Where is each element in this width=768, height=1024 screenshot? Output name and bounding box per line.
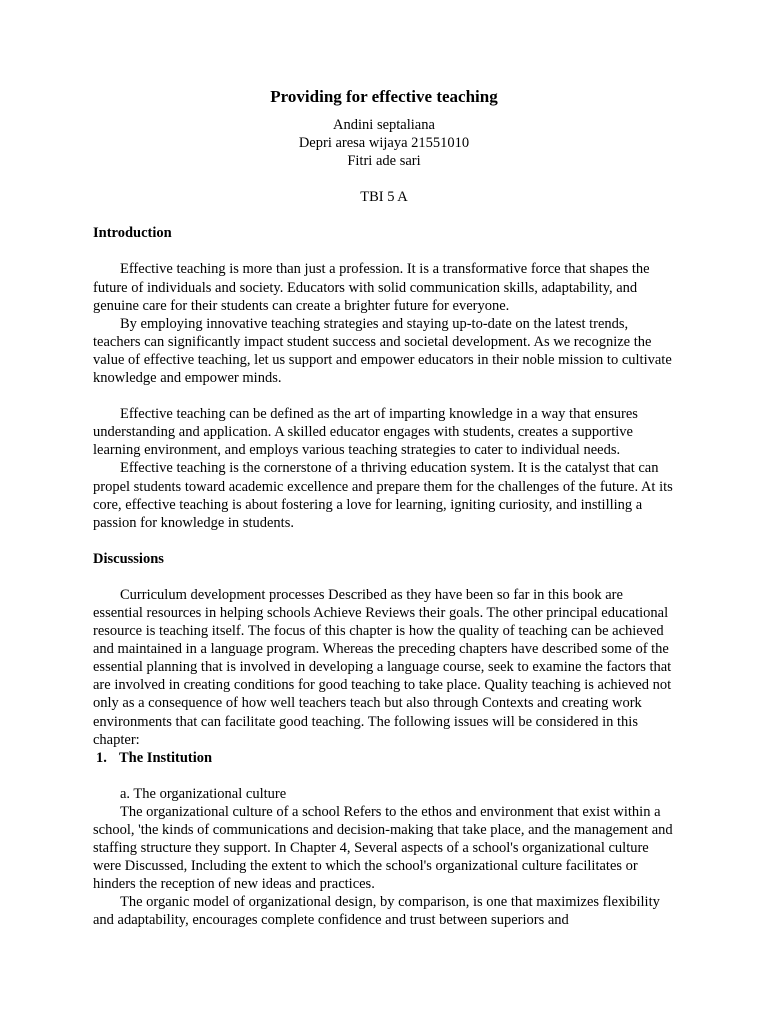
- paragraph-gap: [93, 387, 675, 405]
- subsection-heading: a. The organizational culture: [120, 785, 287, 802]
- document-title: Providing for effective teaching: [270, 87, 498, 106]
- subsection-paragraph: The organic model of organizational design, by comparison, is one that maximizes flexibility and adaptability, encourages complete confidence and trust between superiors and: [93, 894, 660, 929]
- introduction-paragraph: Effective teaching can be defined as the art of imparting knowledge in a way that ensures understanding and application. A skilled educator engages with students, creates a supportive learning environment, and employs various teaching strategies to cater to individual needs.: [93, 406, 638, 459]
- discussions-paragraph: Curriculum development processes Described as they have been so far in this book are essential resources in helping schools Achieve Reviews their goals. The other principal educational resource is teaching itself. The focus of this chapter is how the quality of teaching can be achieved and maintained in a language program. Whereas the preceding chapters have described some of the essential planning that is involved in developing a language course, seek to examine the factors that are involved in creating conditions for good teaching to take place. Quality teaching is achieved not only as a consequence of how well teachers teach but also through Contexts and creating work environments that can facilitate good teaching. The following issues will be considered in this chapter:: [93, 586, 672, 748]
- class-label: TBI 5 A: [360, 189, 408, 206]
- introduction-paragraph: Effective teaching is the cornerstone of a thriving education system. It is the catalyst that can propel students toward academic excellence and prepare them for the challenges of the future. At its core, effective teaching is about fostering a love for learning, igniting curiosity, and instilling a passion for knowledge in students.: [93, 460, 673, 531]
- introduction-paragraph: By employing innovative teaching strategies and staying up-to-date on the latest trends, teachers can significantly impact student success and societal development. As we recognize the value of effective teaching, let us support and empower educators in their noble mission to cultivate knowledge and empower minds.: [93, 315, 672, 387]
- author-name: Depri aresa wijaya 21551010: [298, 135, 470, 152]
- numbered-list-item: [96, 749, 675, 767]
- list-item-label: The Institution: [119, 749, 213, 766]
- document-page: [93, 86, 675, 930]
- author-name: Fitri ade sari: [347, 153, 421, 170]
- author-name: Andini septaliana: [333, 117, 435, 133]
- list-number: 1.: [96, 749, 107, 766]
- paragraph-gap: [93, 532, 675, 550]
- discussions-heading: Discussions: [93, 550, 164, 567]
- introduction-paragraph: Effective teaching is more than just a profession. It is a transformative force that shapes the future of individuals and society. Educators with solid communication skills, adaptability, and genuine care for their students can create a brighter future for everyone.: [93, 261, 650, 314]
- introduction-heading: Introduction: [93, 225, 172, 242]
- subsection-paragraph: The organizational culture of a school Refers to the ethos and environment that exist within a school, 'the kinds of communications and decision-making that take place, and the management and staffing structure they support. In Chapter 4, Several aspects of a school's organizational culture were Discussed, Including the extent to which the school's organizational culture facilitates or hinders the reception of new ideas and practices.: [93, 803, 673, 893]
